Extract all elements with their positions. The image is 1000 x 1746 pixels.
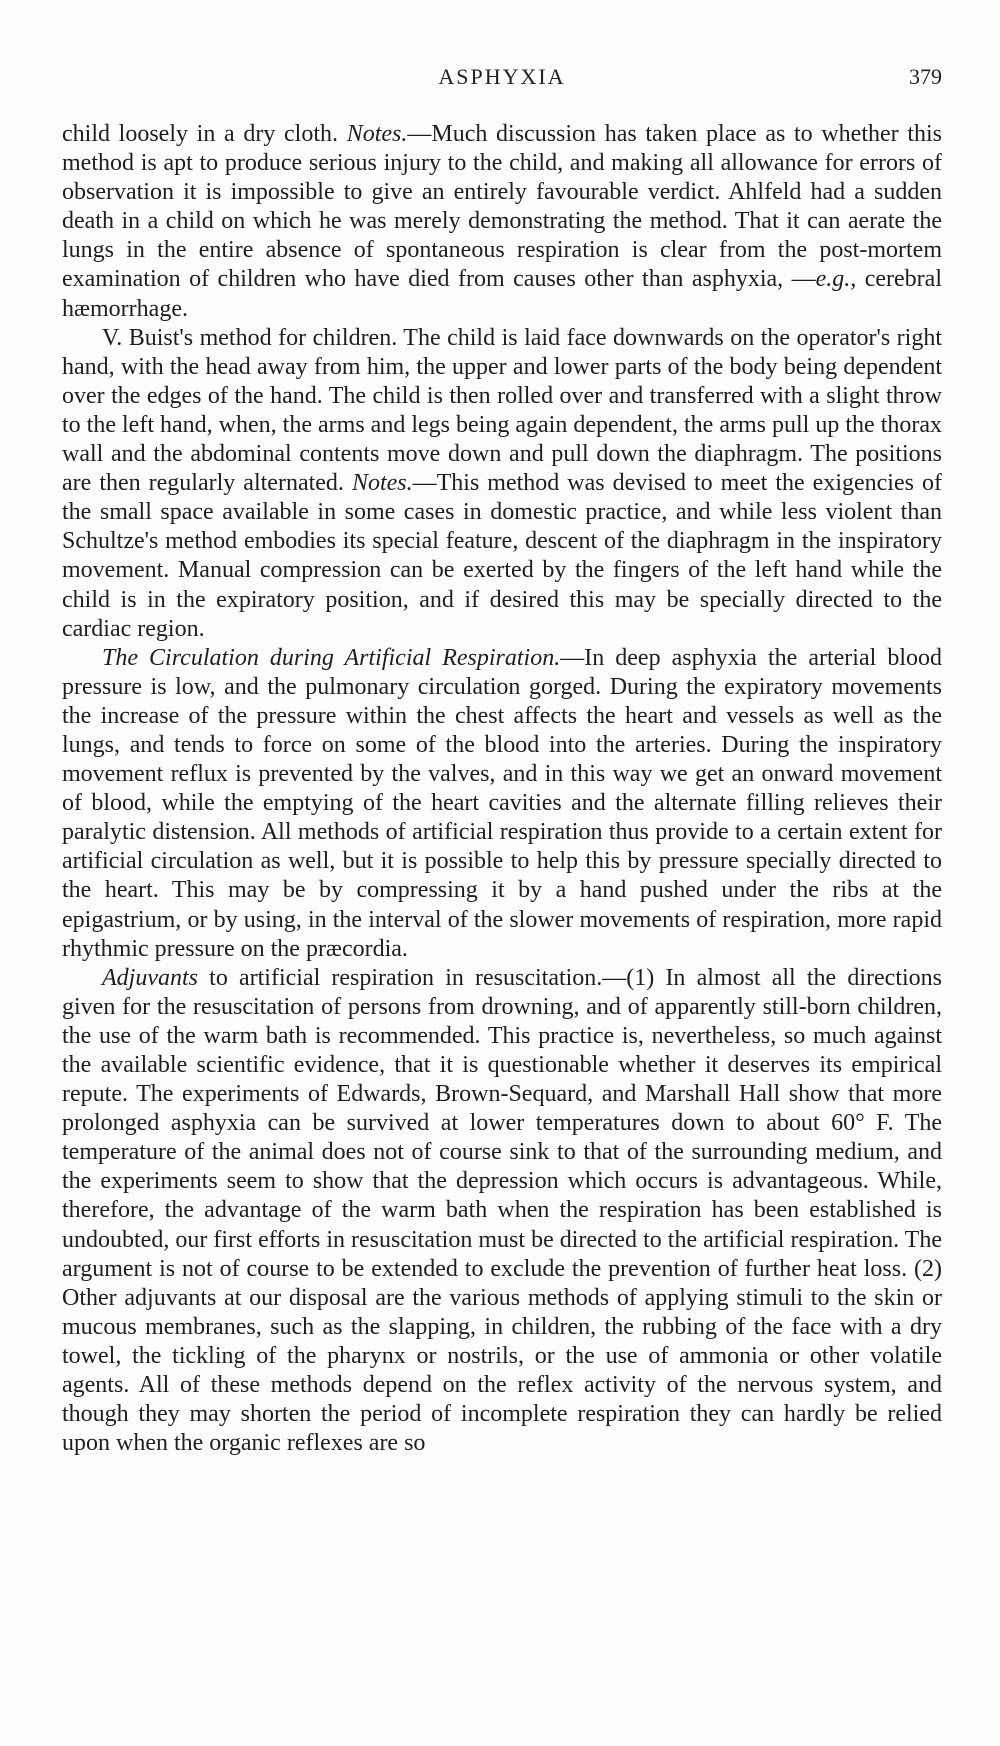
text-run: —This method was devised to meet the exigencies of the small space available in some cases in domestic practice, and while less violent than Schultze's method embodies its special feature, descent of the diaphragm in the inspiratory movement. Manual compression can be exerted by the fingers of the left hand while the child is in the expiratory position, and if desired this may be specially directed to the cardiac region.: [62, 470, 942, 642]
text-run: , cerebral hæmorrhage.: [62, 266, 942, 322]
paragraph-circulation: [62, 644, 942, 964]
italic-run: Notes.: [346, 121, 408, 147]
paragraph-buist-method: [62, 324, 942, 644]
running-title: ASPHYXIA: [438, 64, 566, 89]
page-header: [62, 58, 942, 98]
text-run: V. Buist's method for children. The child is laid face downwards on the operator's right hand, with the head away from him, the upper and lower parts of the body being dependent over the edges of the hand. The child is then rolled over and transferred with a slight throw to the left hand, when, the arms and legs being again dependent, the arms pull up the thorax wall and the abdominal contents move down and pull down the diaphragm. The positions are then regularly alternated.: [62, 324, 942, 497]
text-run: to artificial respiration in resuscitation.—(1) In almost all the directions given for the resuscitation of persons from drowning, and of apparently still-born children, the use of the warm bath is recommended. This practice is, nevertheless, so much against the available scientific evidence, that it is questionable whether it deserves its empirical repute. The experiments of Edwards, Brown-Sequard, and Marshall Hall show that more prolonged asphyxia can be survived at lower temperatures down to about 60° F. The temperature of the animal does not of course sink to that of the surrounding medium, and the experiments seem to show that the depression which occurs is advantageous. While, therefore, the advantage of the warm bath when the respiration has been established is undoubted, our first efforts in resuscitation must be directed to the artificial respiration. The argument is not of course to be extended to exclude the prevention of further heat loss. (2) Other adjuvants at our disposal are the various methods of applying stimuli to the skin or mucous membranes, such as the slapping, in children, the rubbing of the face with a dry towel, the tickling of the pharynx or nostrils, or the use of ammonia or other volatile agents. All of these methods depend on the reflex activity of the nervous system, and though they may shorten the period of incomplete respiration they can hardly be relied upon when the organic reflexes are so: [62, 964, 942, 1457]
text-run: —In deep asphyxia the arterial blood pressure is low, and the pulmonary circulation gorged. During the expiratory movements the increase of the pressure within the chest affects the heart and vessels as well as the lungs, and tends to force on some of the blood into the arteries. During the inspiratory movement reflux is prevented by the valves, and in this way we get an onward movement of blood, while the emptying of the heart cavities and the alternate filling relieves their paralytic distension. All methods of artificial respiration thus provide to a certain extent for artificial circulation as well, but it is possible to help this by pressure specially directed to the heart. This may be by compressing it by a hand pushed under the ribs at the epigastrium, or by using, in the interval of the slower movements of respiration, more rapid rhythmic pressure on the præcordia.: [62, 644, 943, 962]
text-run: —Much discussion has taken place as to whether this method is apt to produce serious injury to the child, and making all allowance for errors of observation it is impossible to give an entirely favourable verdict. Ahlfeld had a sudden death in a child on which he was merely demonstrating the method. That it can aerate the lungs in the entire absence of spontaneous respiration is clear from the post-mortem examination of children who have died from causes other than asphyxia, —: [62, 121, 942, 293]
text-run: child loosely in a dry cloth.: [62, 121, 347, 147]
paragraph-adjuvants: [62, 964, 942, 1459]
italic-run: The Circulation during Artificial Respiration.: [102, 644, 561, 671]
italic-run: Adjuvants: [102, 964, 198, 991]
body-text: [62, 120, 942, 1458]
italic-run: Notes.: [351, 470, 413, 497]
italic-run: e.g.: [815, 266, 851, 293]
paragraph-lumbar-notes: [62, 120, 942, 324]
page-number: 379: [909, 64, 942, 89]
